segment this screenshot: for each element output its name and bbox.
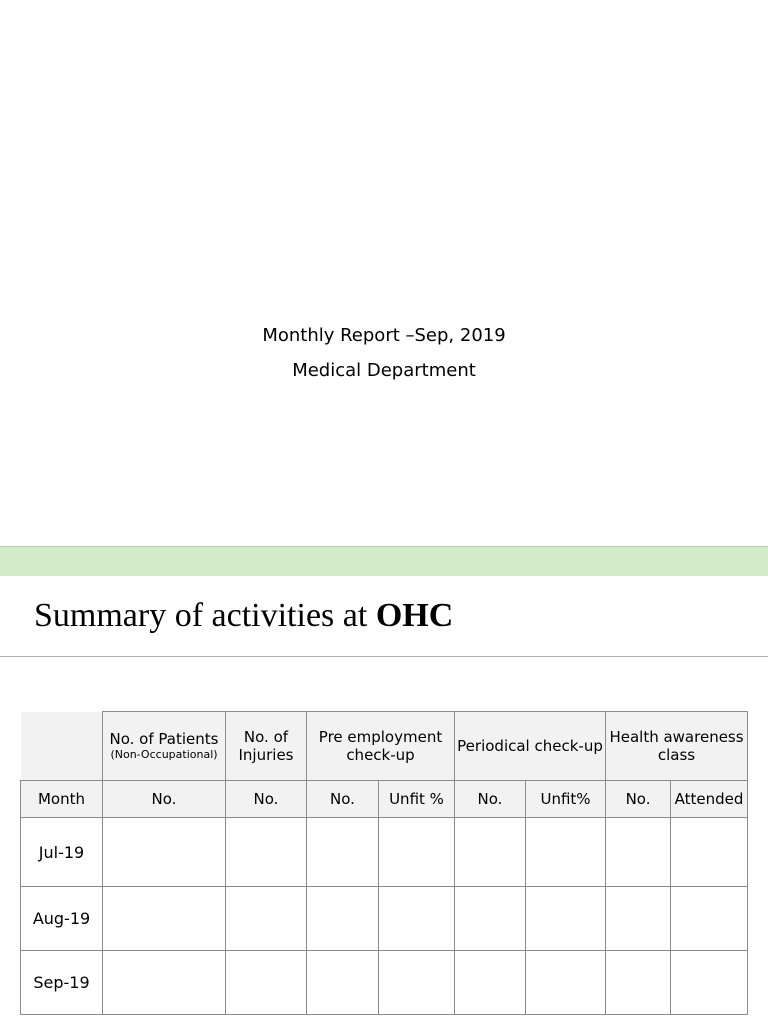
slide-heading: [34, 596, 453, 636]
table-cell: [455, 818, 526, 887]
subheader-periodical-unfit: Unfit%: [526, 781, 606, 818]
table-cell: [526, 951, 606, 1015]
subheader-pre-unfit: Unfit %: [379, 781, 455, 818]
subheader-pre-no: No.: [307, 781, 379, 818]
table-cell: [226, 818, 307, 887]
report-title: Monthly Report –Sep, 2019: [262, 325, 506, 346]
heading-divider: [0, 656, 768, 657]
table-cell: [606, 951, 671, 1015]
table-row: [21, 951, 748, 1015]
table-cell: [671, 951, 748, 1015]
month-cell: Jul-19: [21, 818, 103, 887]
table-cell: [606, 887, 671, 951]
activity-summary-table: [20, 711, 748, 1015]
table-cell: [103, 951, 226, 1015]
table-cell: [103, 818, 226, 887]
month-cell: Sep-19: [21, 951, 103, 1015]
subheader-month: Month: [21, 781, 103, 818]
table-cell: [226, 951, 307, 1015]
table-cell: [307, 887, 379, 951]
group-header-row: [21, 712, 748, 781]
subheader-awareness-no: No.: [606, 781, 671, 818]
table-cell: [379, 887, 455, 951]
header-patients: [103, 712, 226, 781]
subheader-periodical-no: No.: [455, 781, 526, 818]
table-cell: [103, 887, 226, 951]
table-cell: [379, 951, 455, 1015]
table-cell: [526, 887, 606, 951]
slide-heading-text: Summary of activities at: [34, 597, 376, 634]
table-cell: [526, 818, 606, 887]
header-pre-employment: Pre employment check-up: [307, 712, 455, 781]
header-health-awareness: Health awareness class: [606, 712, 748, 781]
table-row: [21, 887, 748, 951]
table-cell: [671, 887, 748, 951]
table-cell: [307, 951, 379, 1015]
header-patients-label: No. of Patients: [109, 730, 219, 748]
header-patients-note: (Non-Occupational): [110, 748, 218, 761]
subheader-awareness-attended: Attended: [671, 781, 748, 818]
header-periodical: Periodical check-up: [455, 712, 606, 781]
subheader-patients-no: No.: [103, 781, 226, 818]
table-row: [21, 818, 748, 887]
table-cell: [671, 818, 748, 887]
sub-header-row: [21, 781, 748, 818]
corner-cell: [21, 712, 103, 781]
slide-heading-bold: OHC: [375, 597, 454, 634]
subheader-injuries-no: No.: [226, 781, 307, 818]
table-cell: [455, 887, 526, 951]
green-band: [0, 547, 768, 576]
month-cell: Aug-19: [21, 887, 103, 951]
table-cell: [379, 818, 455, 887]
table-cell: [606, 818, 671, 887]
table-cell: [455, 951, 526, 1015]
department-name: Medical Department: [292, 360, 476, 381]
table-cell: [307, 818, 379, 887]
header-injuries: No. of Injuries: [226, 712, 307, 781]
table-cell: [226, 887, 307, 951]
